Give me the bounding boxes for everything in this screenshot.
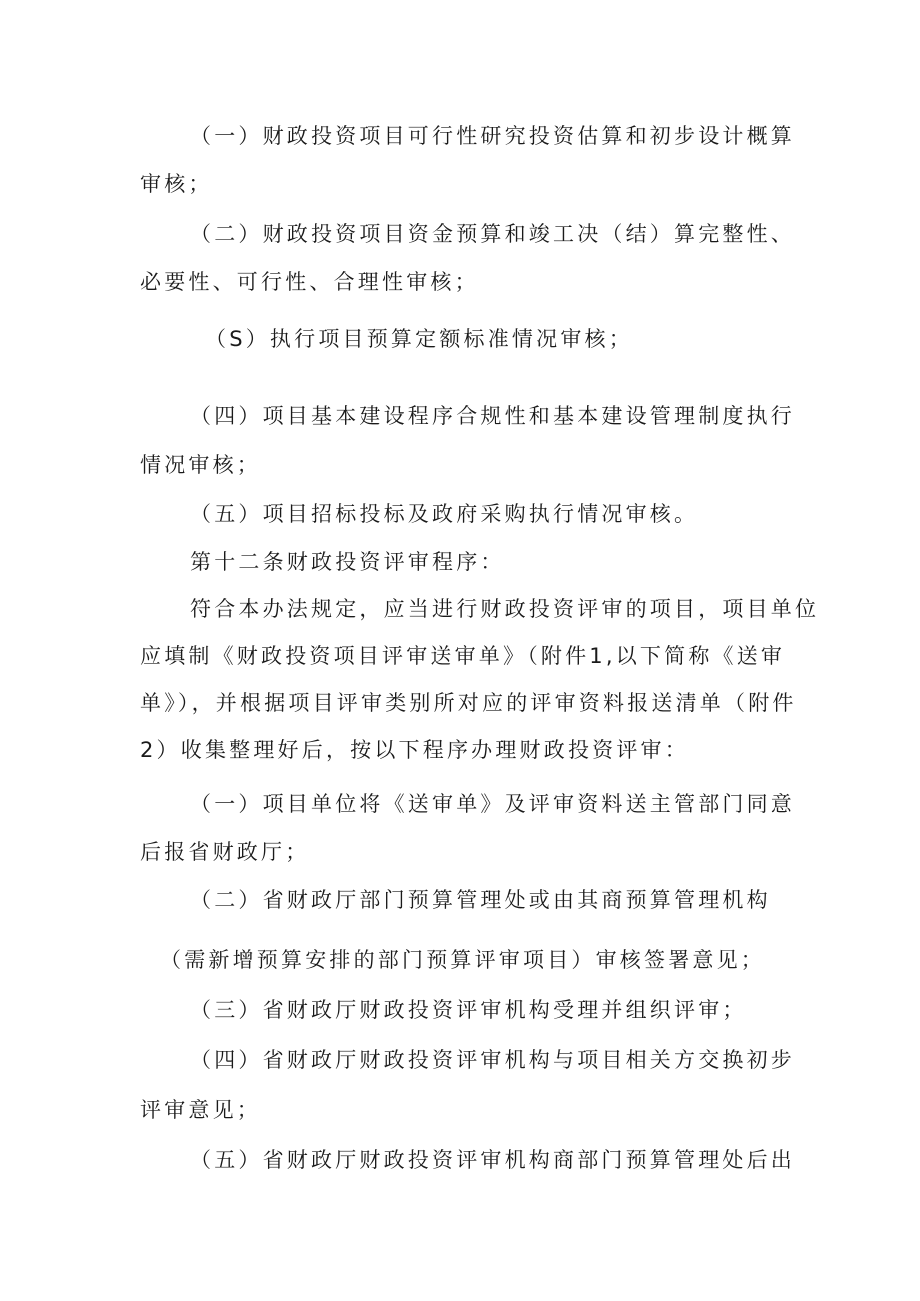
text-line: 应填制《财政投资项目评审送审单》（附件1,以下简称《送审 xyxy=(140,644,786,668)
text-line: （二）财政投资项目资金预算和竣工决（结）算完整性、 xyxy=(190,222,795,246)
section-heading: 第十二条财政投资评审程序： xyxy=(190,550,505,574)
text-line: 必要性、可行性、合理性审核； xyxy=(140,270,479,294)
text-line: （二）省财政厅部门预算管理处或由其商预算管理机构 xyxy=(190,888,771,912)
text-line: （三）省财政厅财政投资评审机构受理并组织评审； xyxy=(190,998,747,1022)
text-line: 后报省财政厅； xyxy=(140,840,310,864)
text-line: （一）财政投资项目可行性研究投资估算和初步设计概算 xyxy=(190,124,795,148)
text-line: 2）收集整理好后，按以下程序办理财政投资评审： xyxy=(140,738,689,762)
text-line: （五）省财政厅财政投资评审机构商部门预算管理处后出 xyxy=(190,1148,795,1172)
text-line: 审核； xyxy=(140,172,213,196)
text-line: 符合本办法规定，应当进行财政投资评审的项目，项目单位 xyxy=(190,597,820,621)
text-line: 情况审核； xyxy=(140,453,261,477)
text-line: （四）项目基本建设程序合规性和基本建设管理制度执行 xyxy=(190,404,795,428)
text-line: （需新增预算安排的部门预算评审项目）审核签署意见； xyxy=(160,948,765,972)
text-line: （四）省财政厅财政投资评审机构与项目相关方交换初步 xyxy=(190,1048,795,1072)
text-line: 评审意见； xyxy=(140,1098,261,1122)
text-line: 单》），并根据项目评审类别所对应的评审资料报送清单（附件 xyxy=(140,691,797,715)
text-line: （五）项目招标投标及政府采购执行情况审核。 xyxy=(190,502,699,526)
text-line: （一）项目单位将《送审单》及评审资料送主管部门同意 xyxy=(190,792,795,816)
text-line: （S）执行项目预算定额标准情况审核； xyxy=(205,327,633,351)
